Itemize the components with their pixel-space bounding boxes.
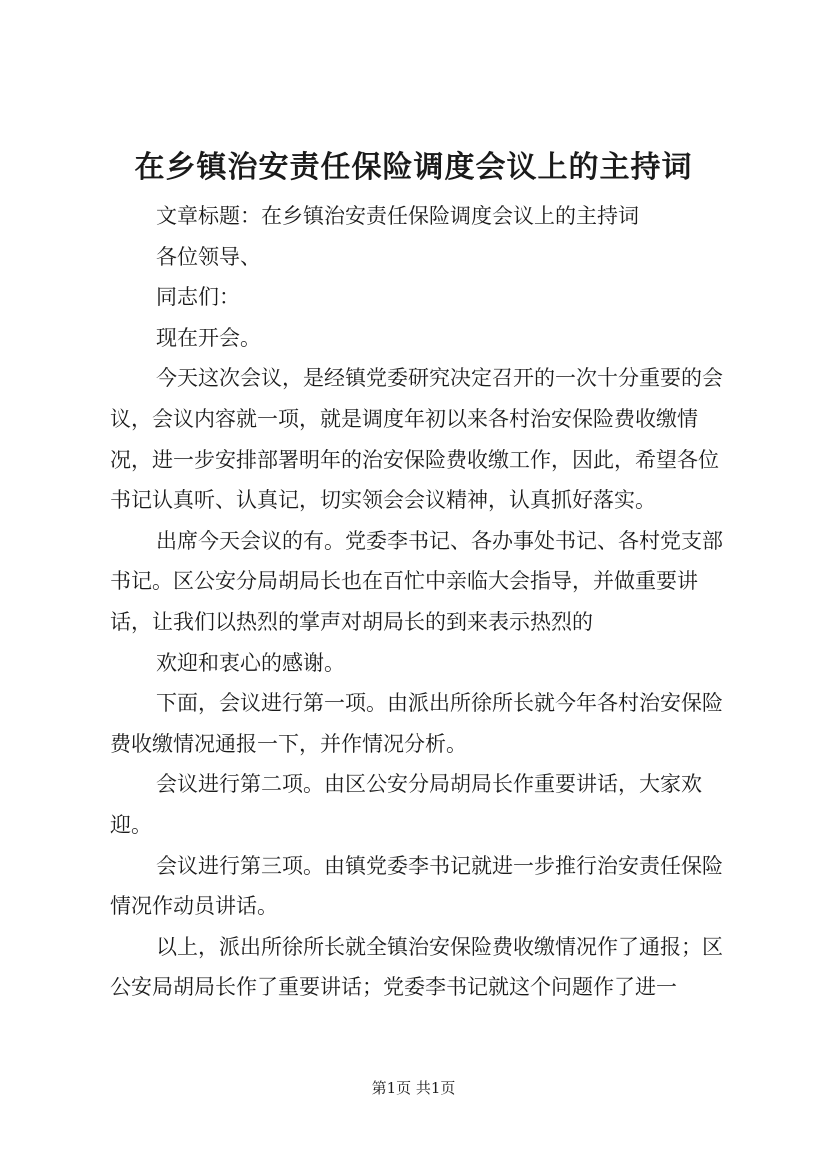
document-title: 在乡镇治安责任保险调度会议上的主持词 <box>134 150 693 185</box>
paragraph-item-two: 会议进行第二项。由区公安分局胡局长作重要讲话，大家欢迎。 <box>110 772 702 837</box>
paragraph-greeting-comrades: 同志们： <box>156 285 240 310</box>
paragraph-article-title: 文章标题：在乡镇治安责任保险调度会议上的主持词 <box>156 204 639 228</box>
paragraph-meeting-purpose: 今天这次会议，是经镇党委研究决定召开的一次十分重要的会议，会议内容就一项，就是调度年初以来各村治安保险费收缴情况，进一步安排部署明年的治安保险费收缴工作，因此，希望各位书记认真听、认真记，切实领会会议精神，认真抓好落实。 <box>110 366 723 513</box>
paragraph-opening: 现在开会。 <box>156 325 261 350</box>
paragraph-welcome: 欢迎和衷心的感谢。 <box>156 650 345 675</box>
page-footer: 第1页 共1页 <box>371 1079 456 1097</box>
paragraph-item-three: 会议进行第三项。由镇党委李书记就进一步推行治安责任保险情况作动员讲话。 <box>110 853 723 919</box>
paragraph-attendees: 出席今天会议的有。党委李书记、各办事处书记、各村党支部书记。区公安分局胡局长也在百忙中亲临大会指导，并做重要讲话，让我们以热烈的掌声对胡局长的到来表示热烈的 <box>110 528 723 634</box>
paragraph-summary: 以上，派出所徐所长就全镇治安保险费收缴情况作了通报；区公安局胡局长作了重要讲话；党委李书记就这个问题作了进一 <box>110 934 723 1000</box>
paragraph-greeting-leaders: 各位领导、 <box>156 244 261 269</box>
document-body <box>110 196 735 1008</box>
paragraph-item-one: 下面，会议进行第一项。由派出所徐所长就今年各村治安保险费收缴情况通报一下，并作情况分析。 <box>110 691 723 756</box>
